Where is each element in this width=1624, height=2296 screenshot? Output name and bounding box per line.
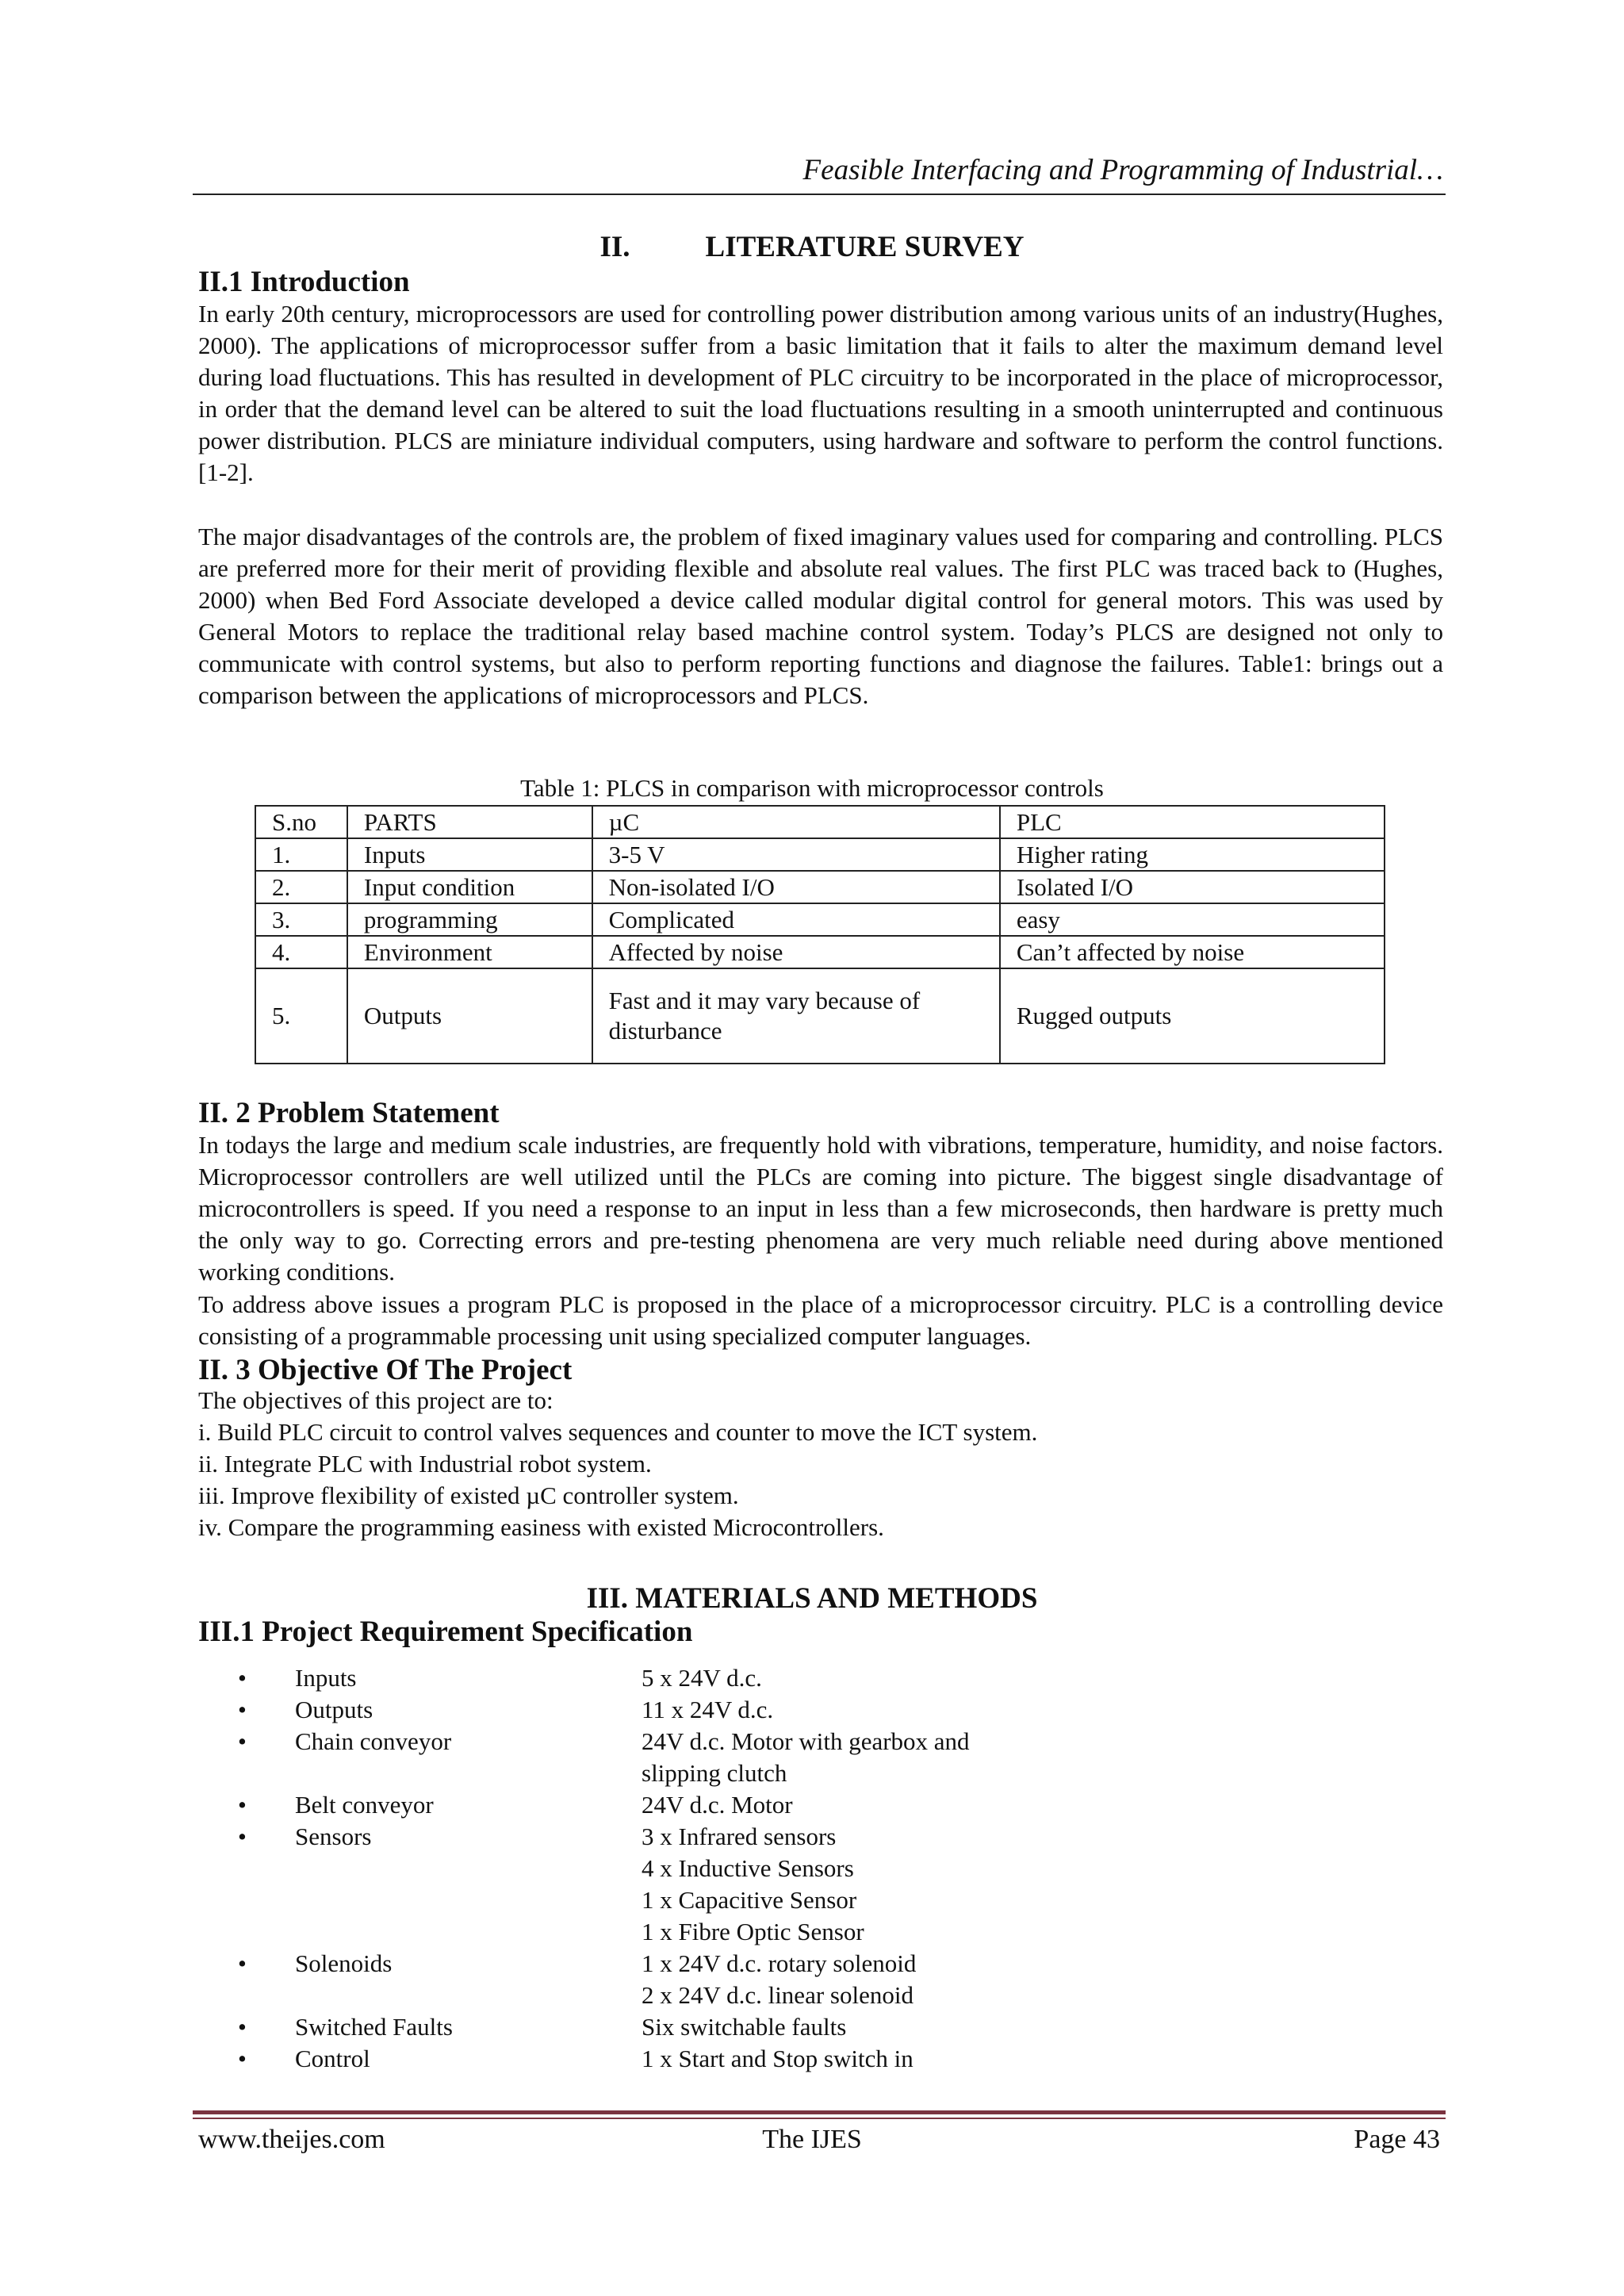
table-header-cell: PLC	[1000, 806, 1385, 838]
problem-paragraph-2: To address above issues a program PLC is proposed in the place of a microprocessor circuitry. PLC is a controlling device consisting of a programmable processing unit using specialized computer languages.	[198, 1290, 1443, 1350]
value-line: 24V d.c. Motor with gearbox and	[642, 1727, 970, 1755]
bullet-icon: •	[238, 1727, 247, 1755]
table-row	[255, 968, 1385, 1064]
comparison-table	[255, 805, 1385, 1064]
footer-website: www.theijes.com	[198, 2125, 385, 2154]
requirement-value	[642, 2011, 1086, 2043]
value-line: 4 x Inductive Sensors	[642, 1854, 854, 1882]
section-heading-literature-survey	[0, 230, 1624, 264]
footer-rule-thick	[193, 2110, 1446, 2114]
value-line: 24V d.c. Motor	[642, 1791, 793, 1819]
list-item	[238, 1948, 1110, 2011]
intro-paragraph-1: In early 20th century, microprocessors are used for controlling power distribution among various units of an industry(Hughes, 2000). The applications of microprocessor suffer from a basic limitation that it fails to alter the maximum demand level during load fluctuations. This has resulted in development of PLC circuitry to be incorporated in the place of microprocessor, in order that the demand level can be altered to suit the load fluctuations resulting in a smooth uninterrupted and continuous power distribution. PLCS are miniature individual computers, using hardware and software to perform the control functions. [1-2].	[198, 300, 1443, 486]
requirement-value	[642, 1726, 1086, 1789]
value-line: 1 x Fibre Optic Sensor	[642, 1918, 864, 1945]
table-cell: 4.	[255, 936, 347, 968]
table-cell: Inputs	[347, 838, 592, 871]
table-cell: 5.	[255, 968, 347, 1064]
value-line: 1 x 24V d.c. rotary solenoid	[642, 1949, 917, 1977]
running-header: Feasible Interfacing and Programming of Industrial…	[802, 154, 1443, 186]
requirement-name: Inputs	[295, 1664, 357, 1692]
table-cell: Isolated I/O	[1000, 871, 1385, 903]
table-cell: 2.	[255, 871, 347, 903]
table-header-cell: S.no	[255, 806, 347, 838]
requirement-value	[642, 2043, 1086, 2075]
footer-journal: The IJES	[762, 2125, 862, 2154]
section-number: II.	[599, 231, 630, 263]
value-line: slipping clutch	[642, 1759, 787, 1787]
value-line: 3 x Infrared sensors	[642, 1823, 837, 1850]
list-item	[238, 2043, 1110, 2075]
list-item	[238, 1662, 1110, 1694]
list-item	[238, 1789, 1110, 1821]
requirement-name: Solenoids	[295, 1949, 393, 1977]
requirement-name: Control	[295, 2045, 370, 2072]
table-cell: programming	[347, 903, 592, 936]
table-cell: Environment	[347, 936, 592, 968]
table-row	[255, 936, 1385, 968]
requirement-name: Outputs	[295, 1696, 373, 1723]
section-heading-materials-methods: III. MATERIALS AND METHODS	[586, 1582, 1038, 1615]
intro-paragraph-2: The major disadvantages of the controls are, the problem of fixed imaginary values used for comparing and controlling. PLCS are preferred more for their merit of providing flexible and absolute real values. The first PLC was traced back to (Hughes, 2000) when Bed Ford Associate developed a device called modular digital control for general motors. This was used by General Motors to replace the traditional relay based machine control system. Today’s PLCS are designed not only to communicate with control systems, but also to perform reporting functions and diagnose the failures. Table1: brings out a comparison between the applications of microprocessors and PLCS.	[198, 523, 1443, 709]
requirement-value	[642, 1694, 1086, 1726]
table-cell: easy	[1000, 903, 1385, 936]
subheading-requirement-spec: III.1 Project Requirement Specification	[198, 1616, 693, 1648]
table-row	[255, 871, 1385, 903]
bullet-icon: •	[238, 2013, 247, 2041]
requirement-value	[642, 1662, 1086, 1694]
objective-item: ii. Integrate PLC with Industrial robot system.	[198, 1450, 652, 1478]
table-cell: Higher rating	[1000, 838, 1385, 871]
bullet-icon: •	[238, 1949, 247, 1977]
requirement-name: Chain conveyor	[295, 1727, 452, 1755]
table-cell: Fast and it may vary because of disturbance	[592, 968, 1000, 1064]
table-cell: Complicated	[592, 903, 1000, 936]
objective-item: i. Build PLC circuit to control valves sequences and counter to move the ICT system.	[198, 1418, 1038, 1446]
value-line: 2 x 24V d.c. linear solenoid	[642, 1981, 914, 2009]
table-cell: Can’t affected by noise	[1000, 936, 1385, 968]
table-header-cell: µC	[592, 806, 1000, 838]
table-cell: Input condition	[347, 871, 592, 903]
header-rule	[193, 194, 1446, 195]
table-header-row	[255, 806, 1385, 838]
table-cell: Outputs	[347, 968, 592, 1064]
requirement-value	[642, 1948, 1086, 2011]
list-item	[238, 2011, 1110, 2043]
footer-rule-thin	[193, 2118, 1446, 2119]
table-caption: Table 1: PLCS in comparison with microprocessor controls	[520, 774, 1104, 802]
table-cell: Non-isolated I/O	[592, 871, 1000, 903]
table-cell: Affected by noise	[592, 936, 1000, 968]
bullet-icon: •	[238, 1696, 247, 1723]
subheading-objective: II. 3 Objective Of The Project	[198, 1354, 573, 1386]
value-line: 5 x 24V d.c.	[642, 1664, 762, 1692]
requirement-name: Sensors	[295, 1823, 372, 1850]
table-cell: 3-5 V	[592, 838, 1000, 871]
objective-item: iv. Compare the programming easiness with existed Microcontrollers.	[198, 1513, 884, 1541]
problem-paragraph-1: In todays the large and medium scale industries, are frequently hold with vibrations, temperature, humidity, and noise factors. Microprocessor controllers are well utilized until the PLCs are coming into picture. The biggest single disadvantage of microcontrollers is speed. If you need a response to an input in less than a few microseconds, then hardware is pretty much the only way to go. Correcting errors and pre-testing phenomena are very much reliable need during above mentioned working conditions.	[198, 1131, 1443, 1286]
list-item	[238, 1694, 1110, 1726]
requirements-list	[238, 1662, 1110, 2075]
value-line: 11 x 24V d.c.	[642, 1696, 774, 1723]
bullet-icon: •	[238, 1823, 247, 1850]
table-row	[255, 838, 1385, 871]
objective-intro: The objectives of this project are to:	[198, 1386, 553, 1414]
bullet-icon: •	[238, 2045, 247, 2072]
requirement-name: Switched Faults	[295, 2013, 453, 2041]
table-cell: Rugged outputs	[1000, 968, 1385, 1064]
subheading-problem-statement: II. 2 Problem Statement	[198, 1097, 500, 1129]
requirement-name: Belt conveyor	[295, 1791, 434, 1819]
subheading-introduction: II.1 Introduction	[198, 266, 410, 298]
table-row	[255, 903, 1385, 936]
list-item	[238, 1821, 1110, 1948]
list-item	[238, 1726, 1110, 1789]
value-line: Six switchable faults	[642, 2013, 847, 2041]
requirement-value	[642, 1821, 1086, 1948]
requirement-value	[642, 1789, 1086, 1821]
value-line: 1 x Capacitive Sensor	[642, 1886, 857, 1914]
table-cell: 1.	[255, 838, 347, 871]
section-title: LITERATURE SURVEY	[705, 231, 1025, 263]
table-cell: 3.	[255, 903, 347, 936]
bullet-icon: •	[238, 1664, 247, 1692]
footer-page-number: Page 43	[1354, 2125, 1440, 2154]
table-header-cell: PARTS	[347, 806, 592, 838]
bullet-icon: •	[238, 1791, 247, 1819]
objective-item: iii. Improve flexibility of existed µC controller system.	[198, 1481, 739, 1509]
value-line: 1 x Start and Stop switch in	[642, 2045, 914, 2072]
